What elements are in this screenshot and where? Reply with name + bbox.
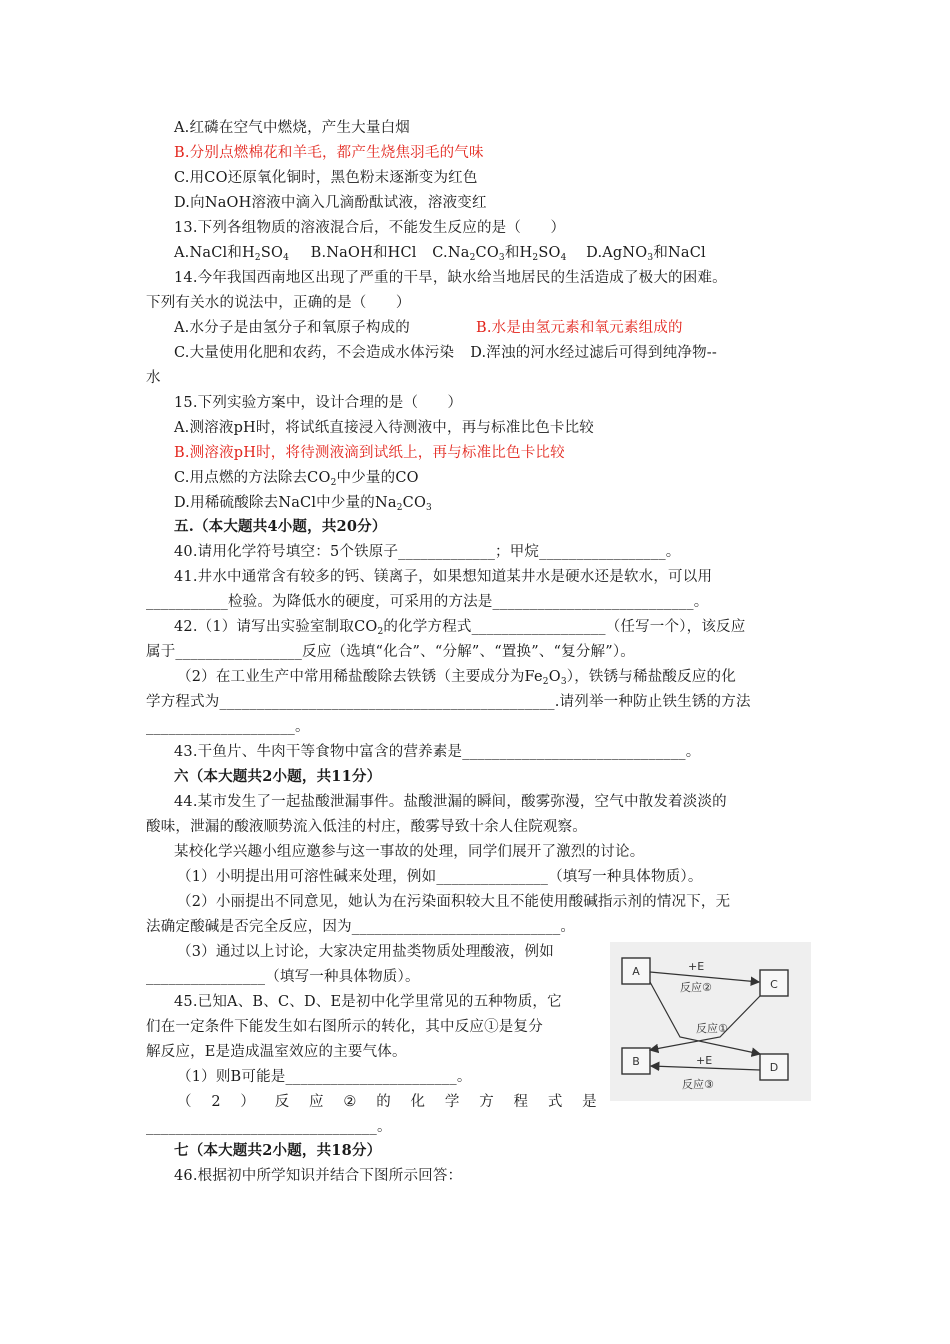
question-42-part2: （2）在工业生产中常用稀盐酸除去铁锈（主要成分为$Fe_2O_3$），铁锈与稀盐酸反应的化	[177, 669, 736, 687]
question-44-part2-line1: （2）小丽提出不同意见，她认为在污染面积较大且不能使用酸碱指示剂的情况下，无	[177, 894, 731, 910]
question-42-line5: ____________________。	[146, 719, 310, 735]
question-15: 15.下列实验方案中，设计合理的是（ ）	[174, 395, 463, 411]
option-d-naoh: D.向NaOH溶液中滴入几滴酚酞试液，溶液变红	[174, 195, 487, 211]
box-a-label: A	[632, 965, 640, 978]
question-13-options: A.NaCl和$H_2SO_4$ B.NaOH和HCl $C.Na_2CO_3$和$H_2SO_4$ D.AgNO$_3$和NaCl	[174, 245, 706, 263]
question-42-line2: 属于_________________反应（选填“化合”、“分解”、“置换”、“复分解”）。	[146, 644, 636, 660]
question-45-line1: 45.已知A、B、C、D、E是初中化学里常见的五种物质，它	[174, 994, 562, 1010]
q15-option-d: D.用稀硫酸除去NaCl中少量的$Na_2CO_3$	[174, 495, 432, 513]
box-b-label: B	[632, 1055, 640, 1068]
question-42-line4: 学方程式为_____________________________________________.请列举一种防止铁生锈的方法	[146, 694, 751, 710]
q14-option-c: C.大量使用化肥和农药，不会造成水体污染	[174, 345, 455, 361]
section-7-heading: 七（本大题共2小题，共18分）	[174, 1142, 382, 1159]
question-44-part3-line2: ________________（填写一种具体物质）。	[146, 969, 420, 985]
plus-e-bottom-label: +E	[696, 1054, 713, 1067]
option-a-red-phosphorus: A.红磷在空气中燃烧，产生大量白烟	[174, 120, 410, 136]
question-14-option-d-cont: 水	[146, 370, 161, 386]
question-41-line1: 41.井水中通常含有较多的钙、镁离子，如果想知道某井水是硬水还是软水，可以用	[174, 569, 713, 585]
question-44-part1: （1）小明提出用可溶性碱来处理，例如_______________（填写一种具体物质）。	[177, 869, 703, 885]
question-44-line3: 某校化学兴趣小组应邀参与这一事故的处理，同学们展开了激烈的讨论。	[174, 844, 645, 860]
box-c-label: C	[770, 978, 778, 991]
question-45-line2: 们在一定条件下能发生如右图所示的转化，其中反应①是复分	[146, 1019, 543, 1035]
question-46: 46.根据初中所学知识并结合下图所示回答：	[174, 1168, 463, 1184]
question-41-line2: ___________检验。为降低水的硬度，可采用的方法是___________________________。	[146, 594, 709, 610]
question-14-options-ab	[174, 318, 834, 338]
q14-option-b-answer: B.水是由氢元素和氧元素组成的	[475, 320, 683, 336]
box-d-label: D	[769, 1061, 779, 1074]
question-14-line2: 下列有关水的说法中，正确的是（ ）	[146, 295, 411, 311]
option-c-co-reduction: C.用CO还原氧化铜时，黑色粉末逐渐变为红色	[174, 170, 478, 186]
question-45-line3: 解反应，E是造成温室效应的主要气体。	[146, 1044, 407, 1060]
reaction-diagram	[610, 942, 811, 1101]
question-14-options-cd	[174, 343, 834, 363]
reaction-3-label: 反应③	[682, 1078, 714, 1091]
question-42-line1: 42.（1）请写出实验室制取$CO_2$的化学方程式__________________（任写一个），该反应	[174, 619, 746, 637]
reaction-2-label: 反应②	[680, 981, 712, 994]
question-45-part1: （1）则B可能是_______________________。	[177, 1069, 472, 1085]
q15-option-a: A.测溶液pH时，将试纸直接浸入待测液中，再与标准比色卡比较	[174, 420, 595, 436]
question-13: 13.下列各组物质的溶液混合后，不能发生反应的是（ ）	[174, 220, 566, 236]
section-5-heading: 五.（本大题共4小题，共20分）	[174, 518, 387, 535]
question-14-line1: 14.今年我国西南地区出现了严重的干旱，缺水给当地居民的生活造成了极大的困难。	[174, 270, 727, 286]
question-44-part2-line2: 法确定酸碱是否完全反应，因为____________________________。	[146, 919, 576, 935]
section-6-heading: 六（本大题共2小题，共11分）	[174, 768, 382, 785]
q14-option-a: A.水分子是由氢分子和氧原子构成的	[174, 320, 410, 336]
question-44-line2: 酸味，泄漏的酸液顺势流入低洼的村庄，酸雾导致十余人住院观察。	[146, 819, 587, 835]
option-b-answer: B.分别点燃棉花和羊毛，都产生烧焦羽毛的气味	[174, 145, 484, 161]
question-43: 43.干鱼片、牛肉干等食物中富含的营养素是______________________________。	[174, 744, 701, 760]
question-45-part2-line2: _______________________________。	[146, 1119, 392, 1135]
question-44-line1: 44.某市发生了一起盐酸泄漏事件。盐酸泄漏的瞬间，酸雾弥漫，空气中散发着淡淡的	[174, 794, 727, 810]
q15-option-c: C.用点燃的方法除去$CO_2$中少量的CO	[174, 470, 419, 488]
q15-option-b-answer: B.测溶液pH时，将待测液滴到试纸上，再与标准比色卡比较	[174, 445, 565, 461]
q14-option-d: D.浑浊的河水经过滤后可得到纯净物--	[470, 345, 718, 361]
question-40: 40.请用化学符号填空：5个铁原子_____________；甲烷_________________。	[174, 544, 681, 560]
plus-e-top-label: +E	[688, 960, 705, 973]
question-45-part2: （ 2 ） 反 应 ② 的 化 学 方 程 式 是	[177, 1094, 597, 1110]
reaction-1-label: 反应①	[696, 1022, 728, 1035]
question-44-part3-line1: （3）通过以上讨论，大家决定用盐类物质处理酸液，例如	[177, 944, 554, 960]
